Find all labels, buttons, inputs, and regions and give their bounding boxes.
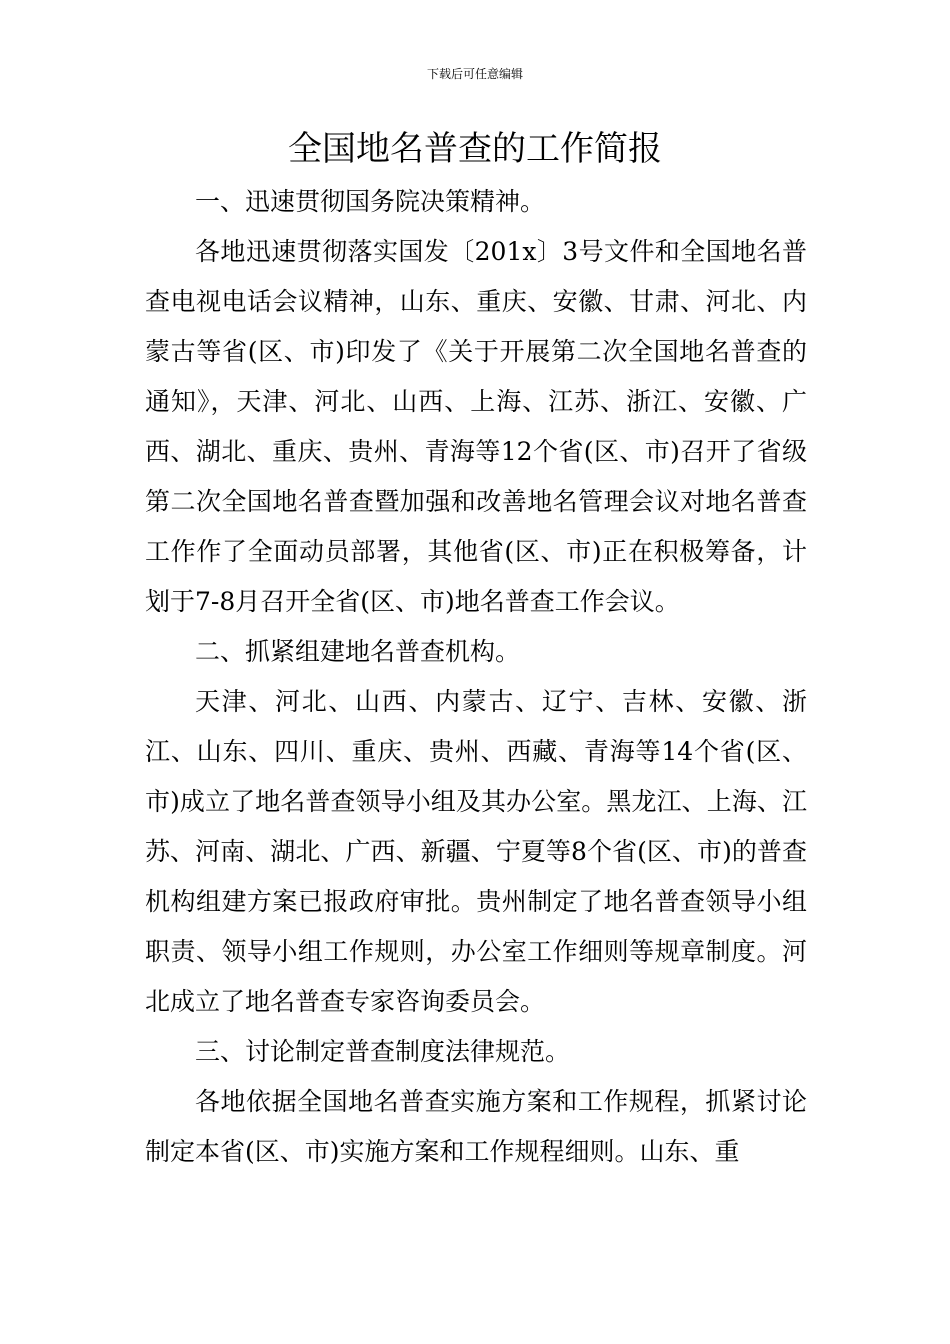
section-heading-1: 一、迅速贯彻国务院决策精神。 <box>195 187 546 216</box>
document-title: 全国地名普查的工作简报 <box>288 129 662 169</box>
document-body <box>145 177 807 1177</box>
section-heading-2: 二、抓紧组建地名普查机构。 <box>195 637 521 666</box>
paragraph-2: 天津、河北、山西、内蒙古、辽宁、吉林、安徽、浙江、山东、四川、重庆、贵州、西藏、青海等14个省(区、市)成立了地名普查领导小组及其办公室。黑龙江、上海、江苏、河南、湖北、广西、新疆、宁夏等8个省(区、市)的普查机构组建方案已报政府审批。贵州制定了地名普查领导小组职责、领导小组工作规则，办公室工作细则等规章制度。河北成立了地名普查专家咨询委员会。 <box>145 687 807 1016</box>
paragraph-3: 各地依据全国地名普查实施方案和工作规程，抓紧讨论制定本省(区、市)实施方案和工作规程细则。山东、重 <box>145 1087 807 1166</box>
section-heading-3: 三、讨论制定普查制度法律规范。 <box>195 1037 571 1066</box>
paragraph-1: 各地迅速贯彻落实国发〔201x〕3号文件和全国地名普查电视电话会议精神，山东、重庆、安徽、甘肃、河北、内蒙古等省(区、市)印发了《关于开展第二次全国地名普查的通知》，天津、河北、山西、上海、江苏、浙江、安徽、广西、湖北、重庆、贵州、青海等12个省(区、市)召开了省级第二次全国地名普查暨加强和改善地名管理会议对地名普查工作作了全面动员部署，其他省(区、市)正在积极筹备，计划于7-8月召开全省(区、市)地名普查工作会议。 <box>145 237 807 616</box>
header-note: 下载后可任意编辑 <box>426 67 523 81</box>
